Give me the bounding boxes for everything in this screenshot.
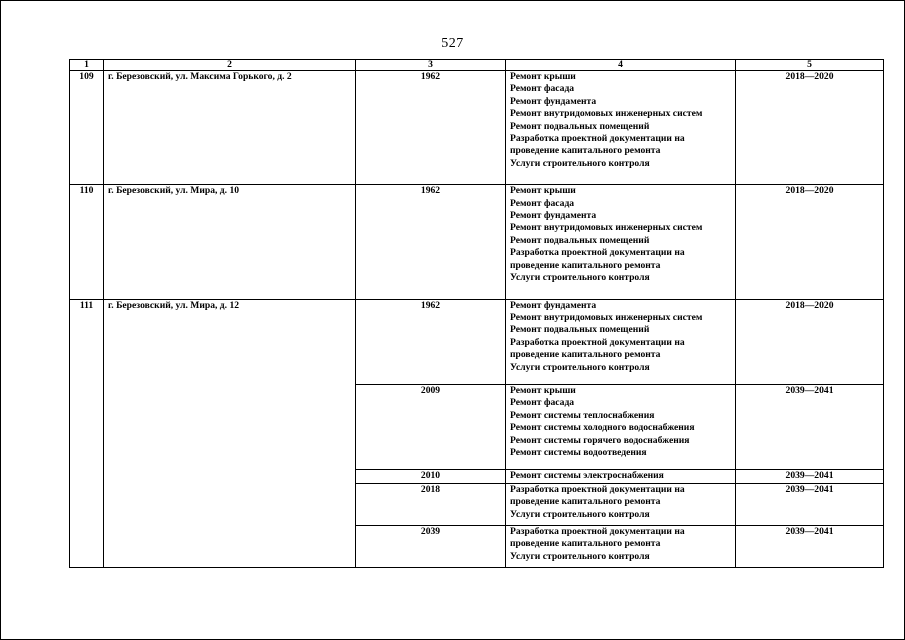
work-item: Ремонт фундамента xyxy=(510,299,597,311)
header-col-5: 5 xyxy=(736,60,884,71)
period-cell: 2039—2041 xyxy=(736,384,884,469)
year-cell: 1962 xyxy=(356,71,506,185)
work-item: Услуги строительного контроля xyxy=(510,508,650,520)
header-col-2: 2 xyxy=(104,60,356,71)
year-cell: 2039 xyxy=(356,526,506,568)
work-item: проведение капитального ремонта xyxy=(510,259,661,271)
work-item: Ремонт фасада xyxy=(510,197,575,209)
work-item: проведение капитального ремонта xyxy=(510,349,661,361)
period-cell: 2018—2020 xyxy=(736,71,884,185)
period-cell: 2039—2041 xyxy=(736,470,884,483)
work-item: проведение капитального ремонта xyxy=(510,538,661,550)
table-row xyxy=(70,71,884,185)
row-number: 110 xyxy=(70,185,104,299)
works-cell xyxy=(506,483,736,525)
work-item: Разработка проектной документации на xyxy=(510,336,685,348)
work-item: Услуги строительного контроля xyxy=(510,157,650,169)
work-item: Ремонт подвальных помещений xyxy=(510,324,650,336)
table-header xyxy=(70,60,884,71)
capital-repair-table xyxy=(69,59,884,568)
work-item: Ремонт системы теплоснабжения xyxy=(510,409,655,421)
work-item: Ремонт системы горячего водоснабжения xyxy=(510,434,690,446)
work-item: Ремонт фундамента xyxy=(510,210,597,222)
period-cell: 2039—2041 xyxy=(736,526,884,568)
work-item: Ремонт фасада xyxy=(510,83,575,95)
work-item: Услуги строительного контроля xyxy=(510,361,650,373)
work-item: Ремонт системы электроснабжения xyxy=(510,470,664,482)
address-cell: г. Березовский, ул. Мира, д. 10 xyxy=(104,185,356,299)
address-cell: г. Березовский, ул. Максима Горького, д. 2 xyxy=(104,71,356,185)
period-cell: 2018—2020 xyxy=(736,185,884,299)
work-item: Разработка проектной документации на xyxy=(510,133,685,145)
work-item: Ремонт подвальных помещений xyxy=(510,120,650,132)
work-item: Ремонт системы водоотведения xyxy=(510,446,647,458)
works-cell xyxy=(506,185,736,299)
work-item: Ремонт системы холодного водоснабжения xyxy=(510,422,695,434)
works-cell xyxy=(506,526,736,568)
work-item: Ремонт подвальных помещений xyxy=(510,234,650,246)
year-cell: 1962 xyxy=(356,299,506,384)
row-number: 111 xyxy=(70,299,104,568)
page-number: 527 xyxy=(441,36,464,51)
header-col-4: 4 xyxy=(506,60,736,71)
work-item: Ремонт фасада xyxy=(510,397,575,409)
period-cell: 2039—2041 xyxy=(736,483,884,525)
works-cell xyxy=(506,470,736,483)
address-cell: г. Березовский, ул. Мира, д. 12 xyxy=(104,299,356,568)
work-item: Ремонт крыши xyxy=(510,185,576,197)
year-cell: 2018 xyxy=(356,483,506,525)
work-item: Разработка проектной документации на xyxy=(510,483,685,495)
work-item: Ремонт крыши xyxy=(510,384,576,396)
table-body xyxy=(70,71,884,568)
works-cell xyxy=(506,71,736,185)
work-item: Услуги строительного контроля xyxy=(510,550,650,562)
work-item: Ремонт внутридомовых инженерных систем xyxy=(510,222,703,234)
row-number: 109 xyxy=(70,71,104,185)
works-cell xyxy=(506,299,736,384)
year-cell: 1962 xyxy=(356,185,506,299)
header-row xyxy=(70,60,884,71)
period-cell: 2018—2020 xyxy=(736,299,884,384)
work-item: проведение капитального ремонта xyxy=(510,145,661,157)
work-item: Разработка проектной документации на xyxy=(510,526,685,537)
table-row xyxy=(70,299,884,384)
work-item: Услуги строительного контроля xyxy=(510,272,650,284)
work-item: Ремонт внутридомовых инженерных систем xyxy=(510,311,703,323)
work-item: Ремонт фундамента xyxy=(510,95,597,107)
year-cell: 2010 xyxy=(356,470,506,483)
header-col-3: 3 xyxy=(356,60,506,71)
work-item: Ремонт внутридомовых инженерных систем xyxy=(510,108,703,120)
year-cell: 2009 xyxy=(356,384,506,469)
work-item: Разработка проектной документации на xyxy=(510,247,685,259)
work-item: Ремонт крыши xyxy=(510,71,576,82)
works-cell xyxy=(506,384,736,469)
header-col-1: 1 xyxy=(70,60,104,71)
work-item: проведение капитального ремонта xyxy=(510,496,661,508)
table-row xyxy=(70,185,884,299)
